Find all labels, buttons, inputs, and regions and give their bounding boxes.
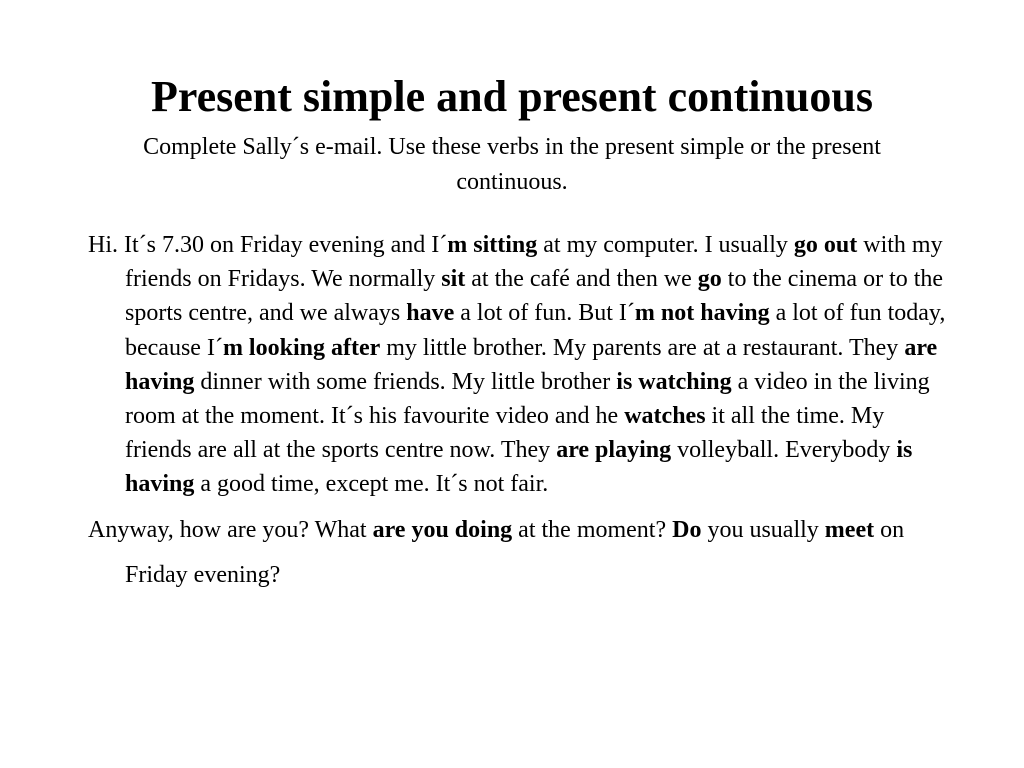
email-text [88,228,948,598]
answer-verb: go out [793,232,858,258]
text-run: a video in the living room at the moment. It´s his favourite video and he [125,368,930,430]
text-run: on Friday evening? [125,516,905,588]
slide-title: Present simple and present continuous [150,72,873,121]
answer-verb: m not having [634,300,770,327]
text-run: with my friends on Fridays. We normally [125,232,943,293]
answer-verb: m sitting [447,232,538,258]
text-run: Hi. It´s 7.30 on Friday evening and I´ [88,232,448,258]
answer-verb: meet [824,516,875,543]
text-run: a lot of fun. But I´ [454,300,635,327]
answer-verb: sit [441,266,466,293]
text-run: at the moment? [512,516,673,543]
answer-verb: have [406,300,455,327]
answer-verb: m looking after [222,334,381,361]
text-run: my little brother. My parents are at a restaurant. They [380,334,905,361]
email-paragraph-1 [88,228,948,502]
text-run: to the cinema or to the sports centre, and we always [125,266,944,327]
text-run: a good time, except me. It´s not fair. [194,471,549,498]
text-run: at my computer. I usually [537,232,794,258]
email-paragraph-2 [88,508,948,598]
text-run: you usually [701,516,825,543]
answer-verb: watches [624,403,706,430]
answer-verb: are having [125,334,938,395]
slide-instructions: Complete Sally´s e-mail. Use these verbs in the present simple or the present continuous. [143,134,881,195]
text-run: a lot of fun today, because I´ [125,300,946,361]
text-run: it all the time. My friends are all at the sports centre now. They [125,403,885,464]
answer-verb: are you doing [372,516,513,543]
answer-verb: go [697,266,722,293]
answer-verb: are playing [556,437,672,464]
answer-verb: Do [672,516,702,543]
text-run: at the café and then we [465,266,698,293]
answer-verb: is having [125,437,913,498]
answer-verb: is watching [616,368,732,395]
text-run: dinner with some friends. My little brother [194,368,617,395]
text-run: volleyball. Everybody [671,437,897,464]
text-run: Anyway, how are you? What [88,516,373,543]
